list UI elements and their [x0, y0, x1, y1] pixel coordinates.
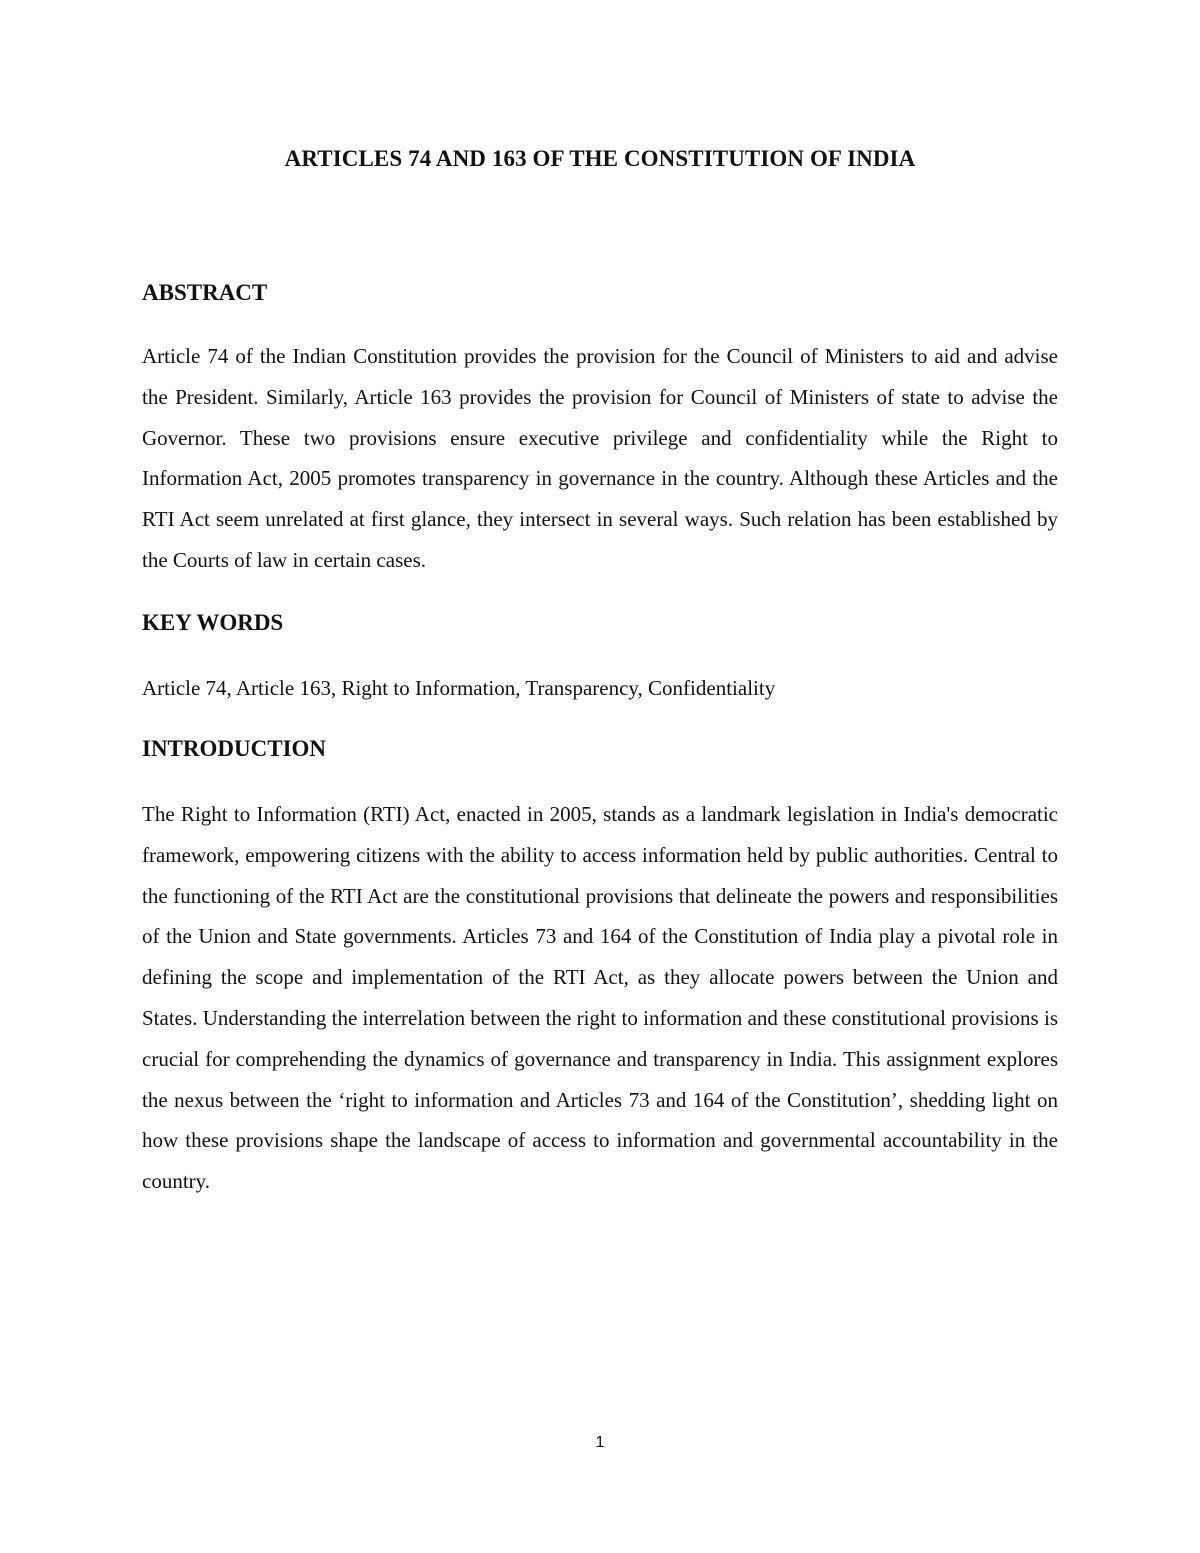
document-title: ARTICLES 74 AND 163 OF THE CONSTITUTION OF INDIA [284, 146, 916, 171]
page-number: 1 [595, 1434, 605, 1451]
introduction-heading: INTRODUCTION [142, 736, 327, 761]
abstract-heading: ABSTRACT [142, 280, 268, 305]
abstract-paragraph: Article 74 of the Indian Constitution provides the provision for the Council of Ministers to aid and advise the President. Similarly, Article 163 provides the provision for Council of Ministers of state to advise the Governor. These two provisions ensure executive privilege and confidentiality while the Right to Information Act, 2005 promotes transparency in governance in the country. Although these Articles and the RTI Act seem unrelated at first glance, they intersect in several ways. Such relation has been established by the Courts of law in certain cases. [142, 344, 1058, 572]
keywords-heading: KEY WORDS [142, 610, 284, 635]
keywords-paragraph: Article 74, Article 163, Right to Information, Transparency, Confidentiality [142, 676, 776, 700]
introduction-paragraph: The Right to Information (RTI) Act, enacted in 2005, stands as a landmark legislation in India's democratic framework, empowering citizens with the ability to access information held by public authorities. Central to the functioning of the RTI Act are the constitutional provisions that delineate the powers and responsibilities of the Union and State governments. Articles 73 and 164 of the Constitution of India play a pivotal role in defining the scope and implementation of the RTI Act, as they allocate powers between the Union and States. Understanding the interrelation between the right to information and these constitutional provisions is crucial for comprehending the dynamics of governance and transparency in India. This assignment explores the nexus between the ‘right to information and Articles 73 and 164 of the Constitution’, shedding light on how these provisions shape the landscape of access to information and governmental accountability in the country. [142, 802, 1058, 1194]
